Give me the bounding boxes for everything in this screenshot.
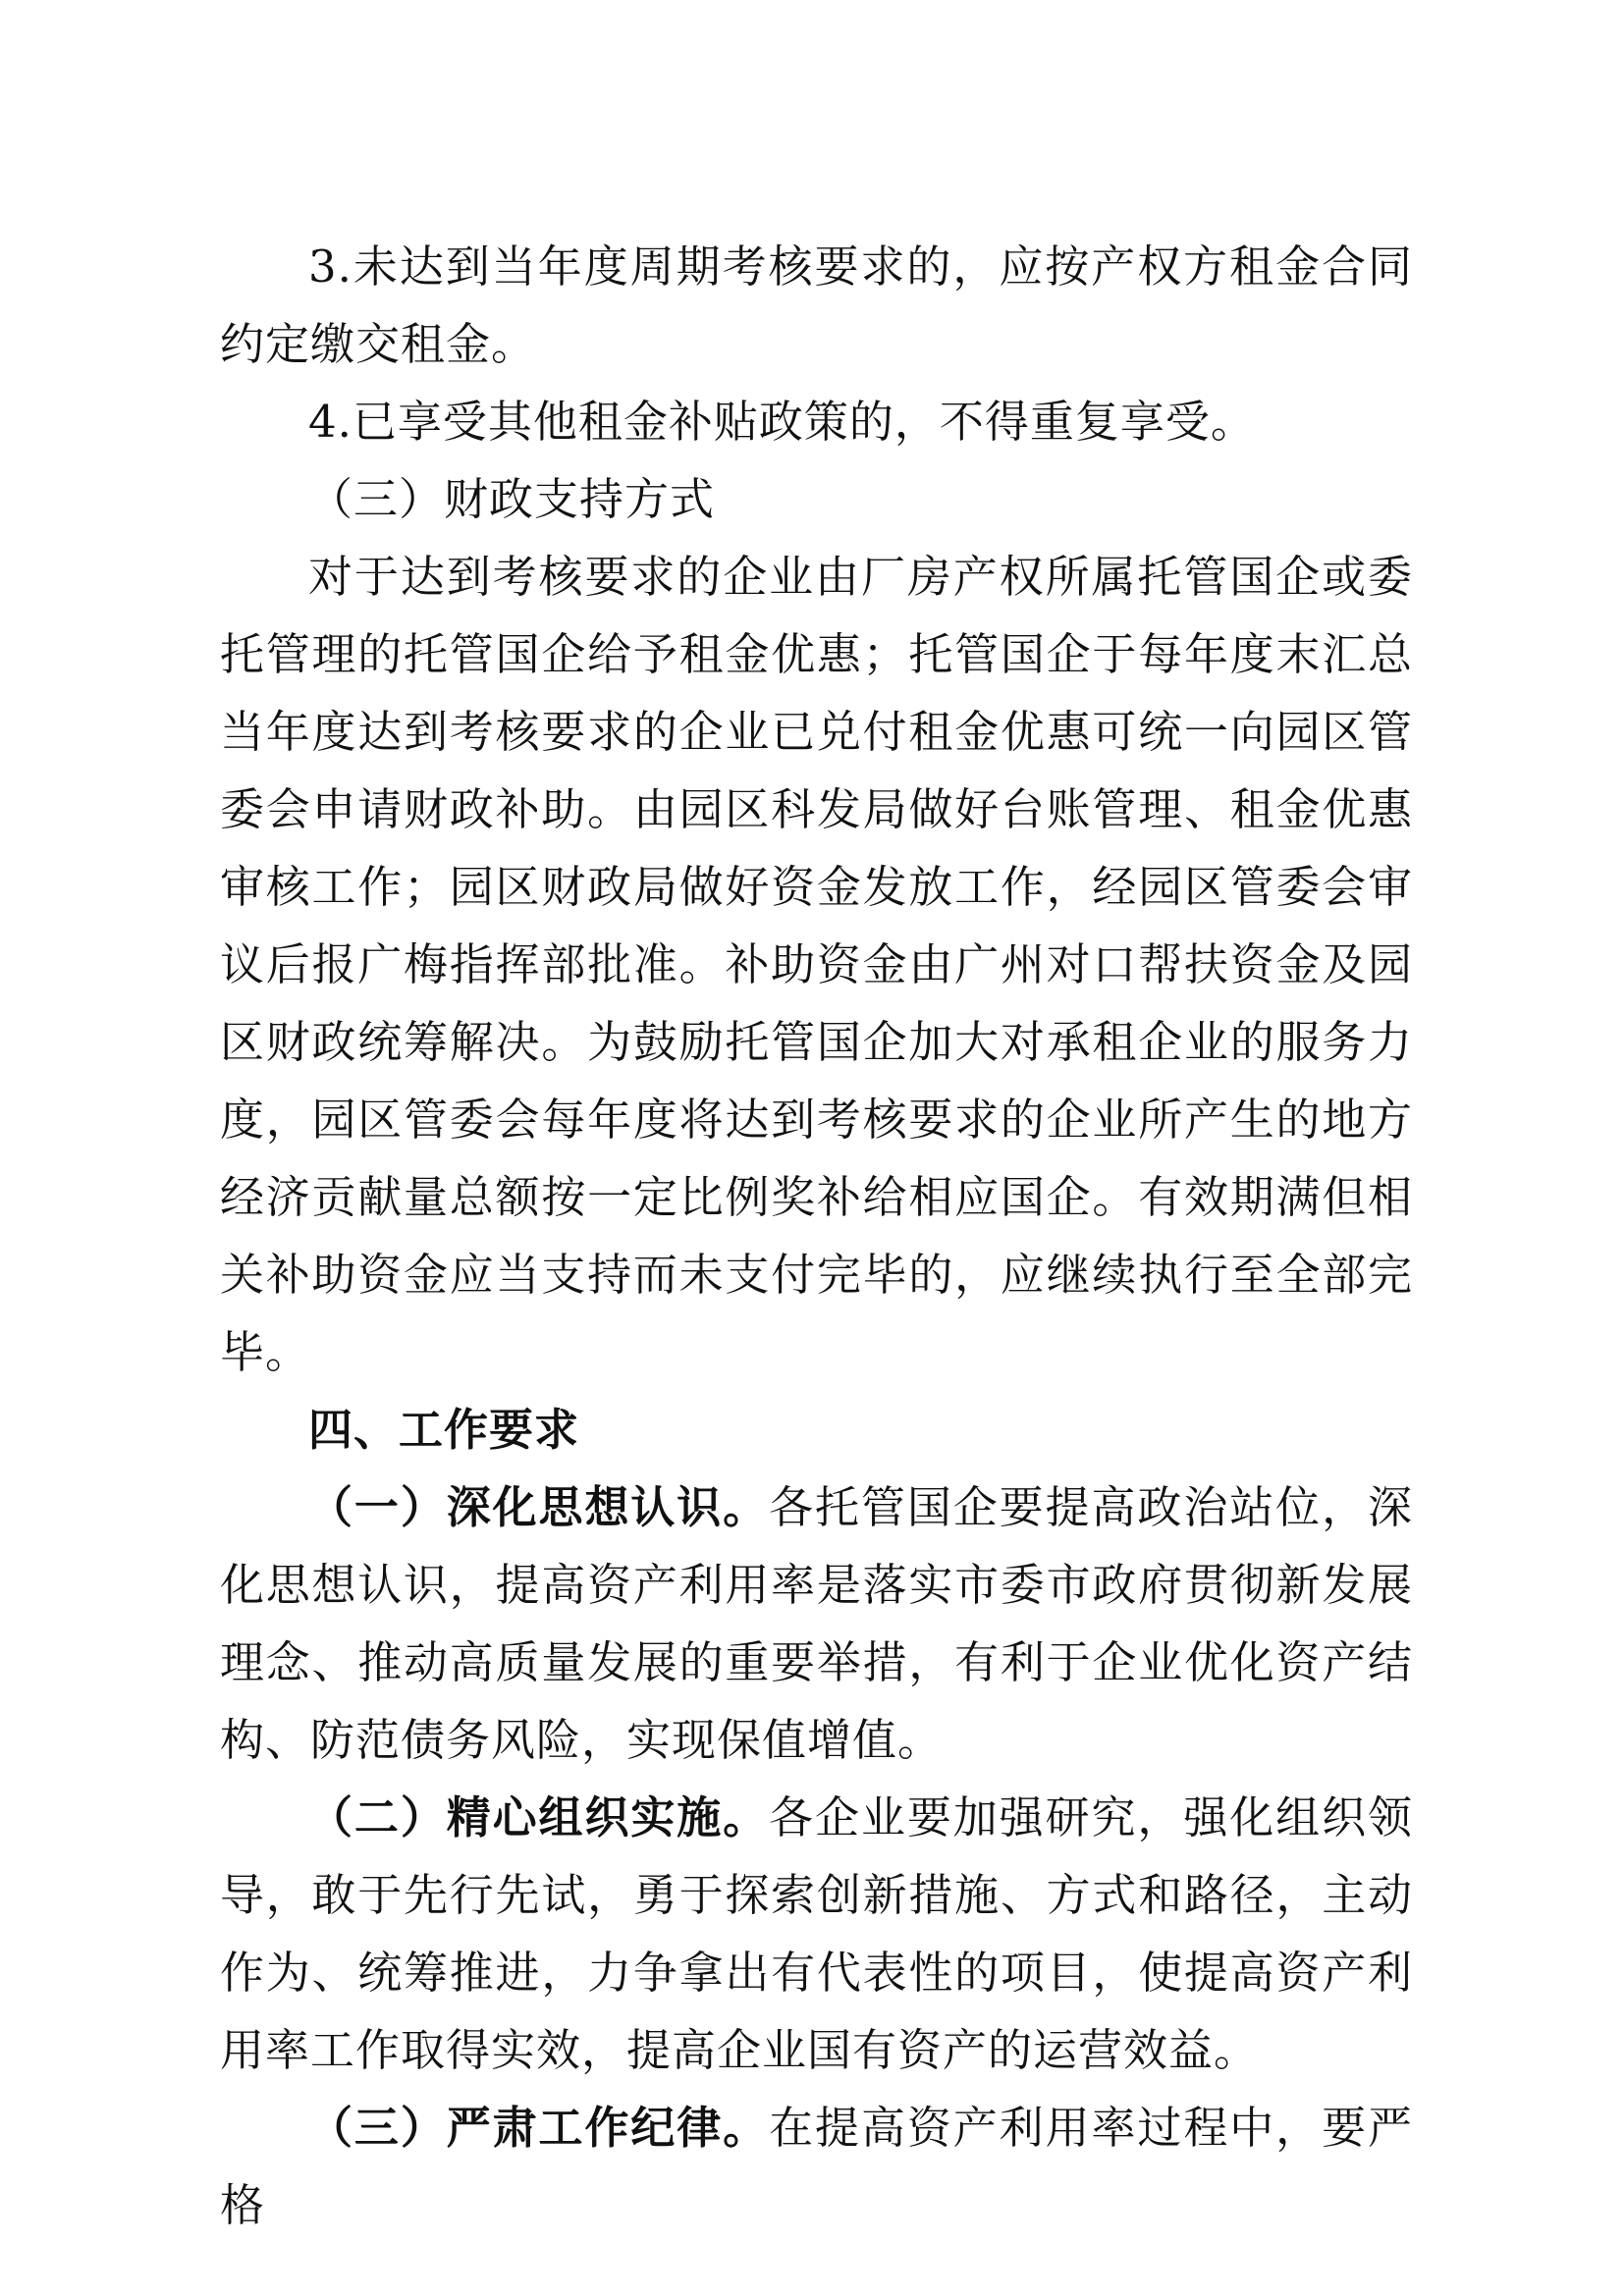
requirement-1-body: 各托管国企要提高政治站位，深化思想认识，提高资产利用率是落实市委市政府贯彻新发展理念、推动高质量发展的重要举措，有利于企业优化资产结构、防范债务风险，实现保值增值。 [220,1481,1413,1766]
requirement-2-body: 各企业要加强研究，强化组织领导，敢于先行先试，勇于探索创新措施、方式和路径，主动作为、统筹推进，力争拿出有代表性的项目，使提高资产利用率工作取得实效，提高企业国有资产的运营效益。 [220,1791,1413,2076]
subheading-finance-support: （三）财政支持方式 [308,473,716,525]
section-heading-work-requirements: 四、工作要求 [308,1404,580,1456]
paragraph-item-4: 4.已享受其他租金补贴政策的，不得重复享受。 [308,396,1256,448]
paragraph-requirement-3 [220,2089,1413,2244]
requirement-2-lead: （二）精心组织实施。 [308,1791,770,1843]
paragraph-item-3: 3.未达到当年度周期考核要求的，应按产权方租金合同约定缴交租金。 [220,240,1413,370]
paragraph-requirement-1 [220,1468,1413,1779]
document-body [220,228,1413,2244]
requirement-3-lead: （三）严肃工作纪律。 [308,2102,770,2154]
requirement-3-body: 在提高资产利用率过程中，要严格 [220,2102,1413,2231]
requirement-1-lead: （一）深化思想认识。 [308,1481,770,1533]
paragraph-finance-support: 对于达到考核要求的企业由厂房产权所属托管国企或委托管理的托管国企给予租金优惠；托管国企于每年度末汇总当年度达到考核要求的企业已兑付租金优惠可统一向园区管委会申请财政补助。由园区科发局做好台账管理、租金优惠审核工作；园区财政局做好资金发放工作，经园区管委会审议后报广梅指挥部批准。补助资金由广州对口帮扶资金及园区财政统筹解决。为鼓励托管国企加大对承租企业的服务力度，园区管委会每年度将达到考核要求的企业所产生的地方经济贡献量总额按一定比例奖补给相应国企。有效期满但相关补助资金应当支持而未支付完毕的，应继续执行至全部完毕。 [220,551,1413,1378]
paragraph-requirement-2 [220,1779,1413,2089]
